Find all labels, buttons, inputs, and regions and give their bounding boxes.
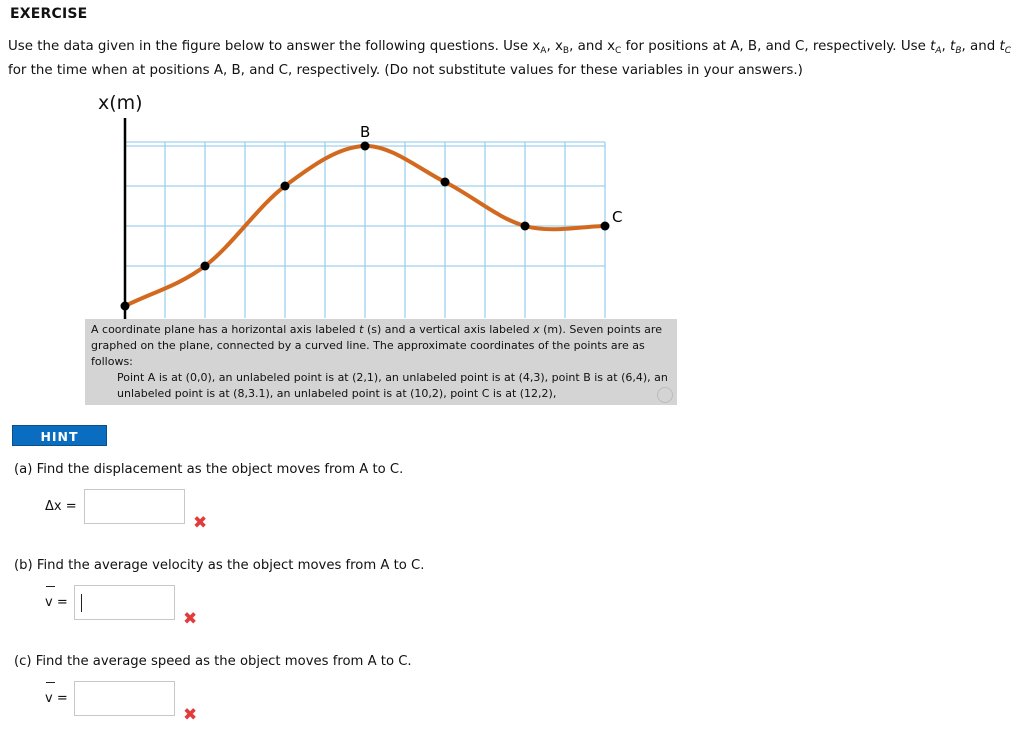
description-intro: A coordinate plane has a horizontal axis labeled t (s) and a vertical axis labeled x (m). Seven points are graphed on the plane, connected by a curved line. The approximate coordinates of the points are as follows:	[91, 323, 662, 368]
expand-icon[interactable]	[657, 387, 673, 403]
incorrect-icon-b: ✖	[183, 609, 198, 629]
var-xc: $x_C$	[607, 39, 622, 56]
vbar-overline-b	[46, 586, 55, 587]
var-tb: $t_B$	[950, 39, 962, 56]
vbar-overline-c	[46, 682, 55, 683]
question-b-prompt: (b) Find the average velocity as the object moves from A to C.	[14, 558, 425, 573]
question-c-prompt: (c) Find the average speed as the object moves from A to C.	[14, 654, 412, 669]
point-label-b: B	[360, 123, 371, 141]
data-point	[521, 222, 530, 231]
point-label-c: C	[612, 208, 623, 226]
graph-description	[85, 319, 677, 405]
data-point	[281, 182, 290, 191]
text-caret	[81, 594, 82, 612]
average-speed-input[interactable]	[74, 681, 175, 716]
var-xa: $x_A$	[532, 39, 547, 56]
description-points: Point A is at (0,0), an unlabeled point is at (2,1), an unlabeled point is at (4,3), point B is at (6,4), an unlabeled point is at (8,3.1), an unlabeled point is at (10,2), point C is at (12,2),	[117, 371, 668, 400]
var-tc: $t_C$	[999, 39, 1012, 56]
exercise-title: EXERCISE	[10, 6, 88, 22]
y-axis-label: x(m)	[98, 92, 143, 114]
data-point-b	[361, 142, 370, 151]
displacement-input[interactable]	[84, 489, 185, 524]
intro-part2: for positions at A, B, and C, respectively. Use	[621, 39, 931, 54]
position-time-graph	[80, 123, 623, 330]
question-c-label: v =	[45, 691, 68, 706]
intro-part3: for the time when at positions A, B, and C, respectively. (Do not substitute values for these variables in your answers.)	[8, 63, 803, 78]
data-point-c	[601, 222, 610, 231]
hint-button[interactable]: HINT	[12, 425, 107, 446]
question-a-prompt: (a) Find the displacement as the object moves from A to C.	[14, 462, 404, 477]
var-xb: $x_B$	[554, 39, 570, 56]
incorrect-icon-c: ✖	[183, 705, 198, 725]
data-point	[201, 262, 210, 271]
question-b-label: v =	[45, 595, 68, 610]
var-ta: $t_A$	[930, 39, 942, 56]
average-velocity-input[interactable]	[74, 585, 175, 620]
data-point-a	[121, 302, 130, 311]
grid	[125, 142, 605, 318]
incorrect-icon-a: ✖	[193, 513, 208, 533]
intro-part1: Use the data given in the figure below to answer the following questions. Use	[8, 39, 533, 54]
instructions-text: Use the data given in the figure below to answer the following questions. Use $x_A$, $x_B$, and $x_C$ for positions at A, B, and C, respectively. Use $t_A$, $t_B$, and $t_C$ for the time when at positions A, B, and C, respectively. (Do not substitute values for these variables in your answers.)	[8, 39, 1012, 78]
data-point	[441, 178, 450, 187]
question-a-label: Δx =	[45, 499, 77, 514]
